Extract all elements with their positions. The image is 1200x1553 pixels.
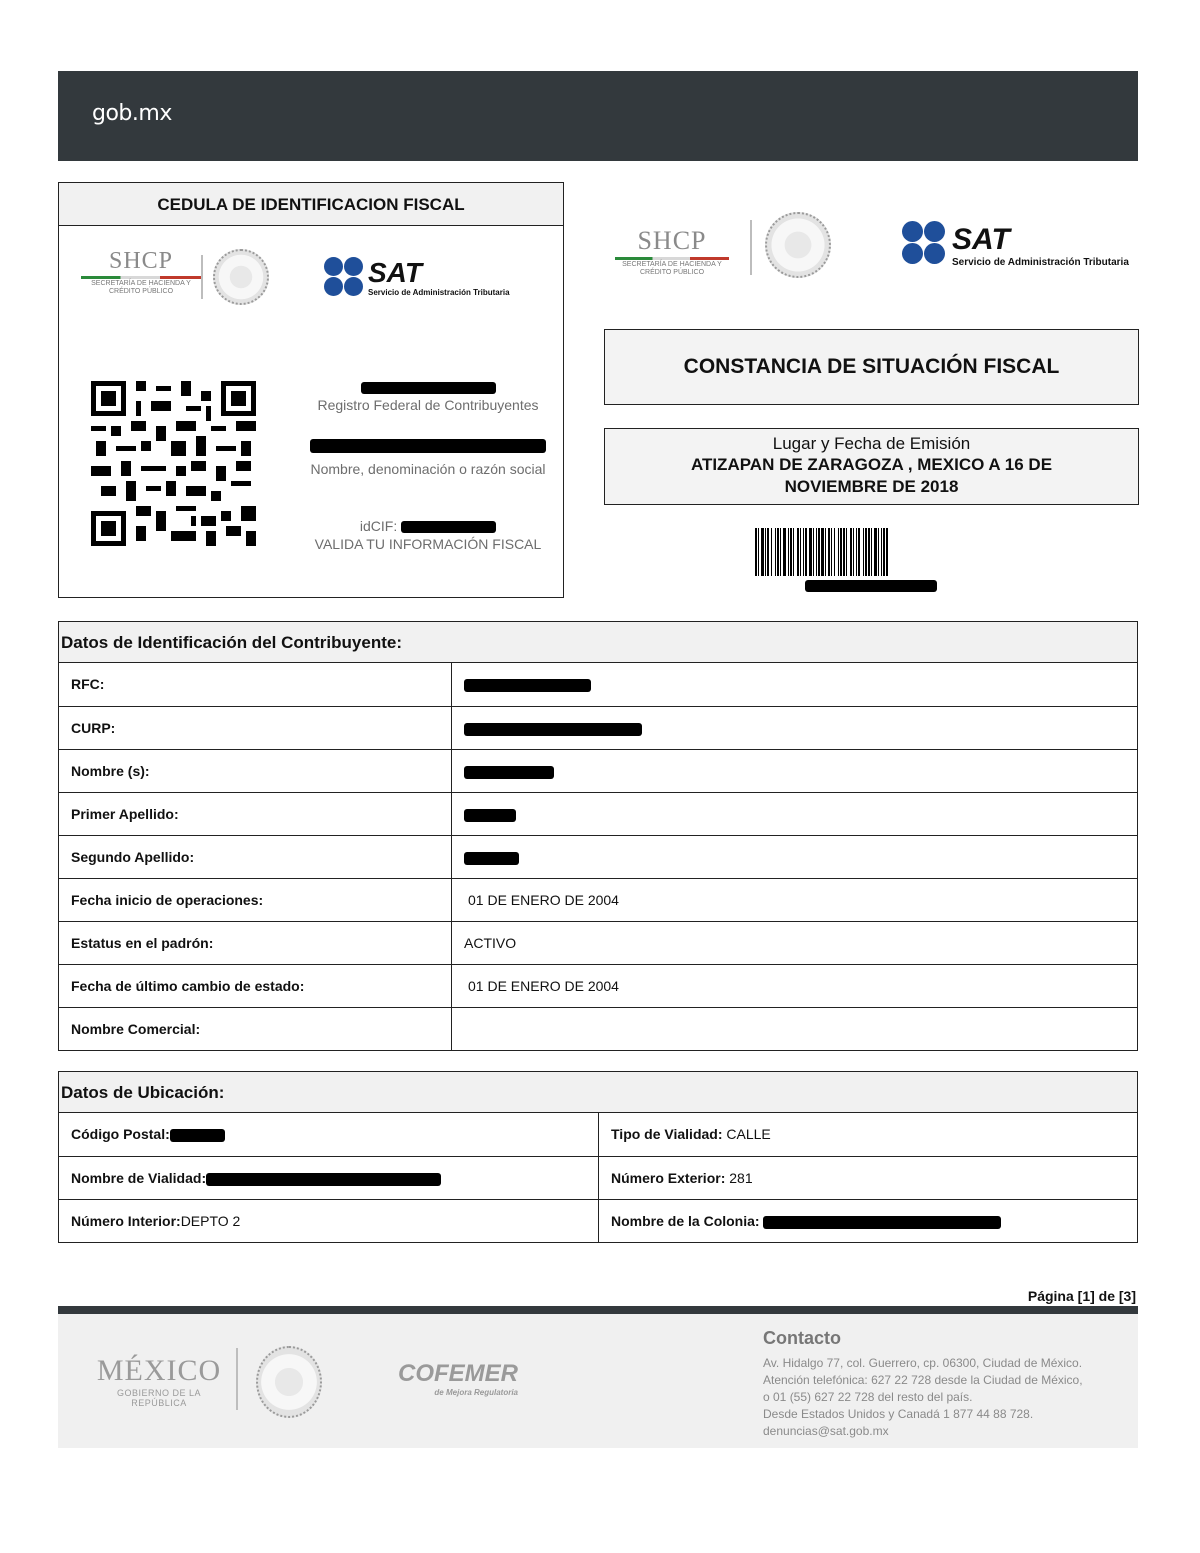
cofemer-logo: COFEMER de Mejora Regulatoria [398,1360,518,1397]
row-label: RFC: [59,663,452,706]
nombre-vialidad-cell: Nombre de Vialidad: [59,1157,598,1199]
name-redaction [310,439,546,453]
row-value [452,663,591,706]
cedula-box [58,182,564,598]
barcode [755,528,985,576]
row-label: Nombre (s): [59,750,452,792]
idcif-block [303,517,553,553]
segundo-apellido-redaction [464,852,519,865]
national-seal-icon [256,1346,322,1418]
qr-code [91,381,256,546]
codigo-postal-cell: Código Postal: [59,1113,598,1156]
rfc-block [303,381,553,413]
gob-mx-logo[interactable]: gob.mx [92,101,172,126]
ubicacion-table [58,1071,1138,1243]
contact-line: Atención telefónica: 627 22 728 desde la Ciudad de México, [763,1373,1083,1387]
numero-interior-cell: Número Interior:DEPTO 2 [71,1213,241,1229]
barcode-redaction [805,580,937,592]
tipo-vialidad-cell: Tipo de Vialidad: CALLE [598,1113,1137,1156]
nombre-value-redaction [464,766,554,779]
nombre-vialidad-redaction [206,1173,441,1186]
contact-title: Contacto [763,1328,841,1348]
table-row [59,1199,1137,1242]
rfc-label: Registro Federal de Contribuyentes [317,397,539,413]
table-row [59,792,1137,835]
validate-label[interactable]: VALIDA TU INFORMACIÓN FISCAL [314,536,542,552]
row-value [452,750,554,792]
colonia-redaction [763,1216,1001,1229]
rfc-value-redaction [464,679,591,692]
logo-divider [201,255,203,299]
name-block [303,439,553,478]
table-row [59,1156,1137,1199]
lugar-line-1: ATIZAPAN DE ZARAGOZA , MEXICO A 16 DE [690,455,1053,474]
ubicacion-title: Datos de Ubicación: [59,1072,1137,1113]
footer-divider [236,1348,238,1410]
numero-exterior-cell: Número Exterior: 281 [598,1157,1137,1199]
idcif-redaction [401,521,496,533]
contact-block [763,1328,1083,1440]
row-label: Fecha inicio de operaciones: [59,879,452,921]
identificacion-table [58,621,1138,1051]
lugar-label: Lugar y Fecha de Emisión [772,434,971,453]
page-indicator: Página [1] de [3] [1027,1288,1136,1304]
identificacion-title: Datos de Identificación del Contribuyente: [59,622,1137,663]
row-label: Primer Apellido: [59,793,452,835]
curp-value-redaction [464,723,642,736]
shcp-logo-large: SHCP SECRETARÍA DE HACIENDA Y CRÉDITO PÚBLICO [615,226,729,277]
gob-header-bar [58,71,1138,161]
constancia-title: CONSTANCIA DE SITUACIÓN FISCAL [604,329,1139,405]
row-label: Segundo Apellido: [59,836,452,878]
logo-divider-right [750,220,752,275]
identificacion-rows [59,663,1137,1050]
table-row [59,706,1137,749]
row-value [452,707,642,749]
lugar-line-2: NOVIEMBRE DE 2018 [784,477,959,496]
sat-logo-large: SAT Servicio de Administración Tributaria [902,221,1142,271]
row-value [452,793,516,835]
idcif-label: idCIF: [359,518,398,534]
contact-line: Av. Hidalgo 77, col. Guerrero, cp. 06300, Ciudad de México. [763,1356,1083,1370]
sat-dots-icon [902,221,948,267]
sat-logo: SAT Servicio de Administración Tributaria [324,257,534,301]
table-row [59,878,1137,921]
row-value: 01 DE ENERO DE 2004 [468,978,619,994]
codigo-postal-redaction [170,1129,225,1142]
cedula-title: CEDULA DE IDENTIFICACION FISCAL [59,183,563,226]
table-row [59,663,1137,706]
row-label: Nombre Comercial: [59,1008,452,1050]
national-seal-icon [765,212,831,278]
table-row [59,921,1137,964]
name-label: Nombre, denominación o razón social [310,461,546,477]
row-value [452,1008,464,1050]
contact-line: o 01 (55) 627 22 728 del resto del país. [763,1390,973,1404]
table-row [59,964,1137,1007]
contact-line: Desde Estados Unidos y Canadá 1 877 44 88 728. [763,1407,1034,1421]
mexico-logo: MÉXICO GOBIERNO DE LA REPÚBLICA [96,1354,222,1408]
rfc-redaction [361,382,496,394]
sat-dots-icon [324,257,366,299]
table-row [59,835,1137,878]
row-value [452,836,519,878]
colonia-cell: Nombre de la Colonia: [598,1200,1137,1242]
contact-email[interactable]: denuncias@sat.gob.mx [763,1424,889,1438]
row-label: Estatus en el padrón: [59,922,452,964]
footer-bar [58,1306,1138,1314]
primer-apellido-redaction [464,809,516,822]
row-value: 01 DE ENERO DE 2004 [468,892,619,908]
row-value: ACTIVO [464,935,517,951]
lugar-fecha-box [604,428,1139,505]
footer [58,1314,1138,1448]
table-row [59,749,1137,792]
national-seal-icon [213,249,269,305]
shcp-logo: SHCP SECRETARÍA DE HACIENDA Y CRÉDITO PÚBLICO [81,248,201,296]
row-label: Fecha de último cambio de estado: [59,965,452,1007]
table-row [59,1113,1137,1156]
row-label: CURP: [59,707,452,749]
table-row [59,1007,1137,1050]
